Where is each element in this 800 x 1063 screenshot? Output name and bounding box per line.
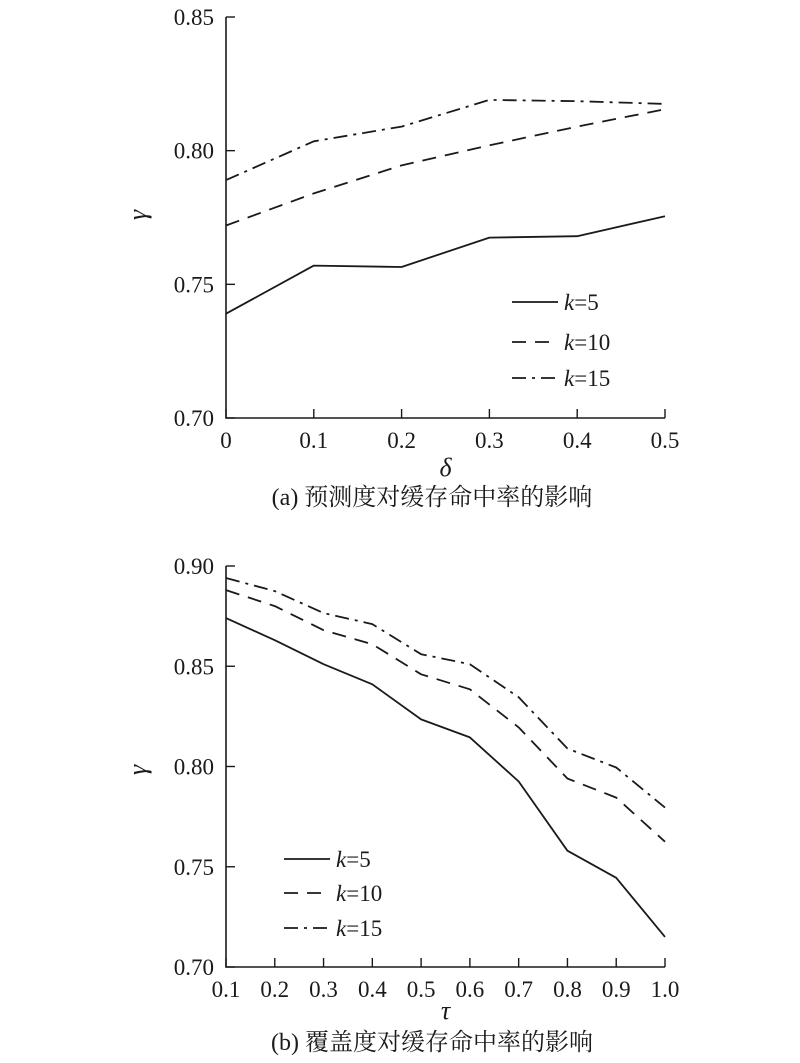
x-tick-label: 0.4 <box>562 428 592 453</box>
x-tick-label: 0.1 <box>299 428 329 453</box>
legend-label: k=5 <box>564 290 599 315</box>
x-tick-label: 0.6 <box>455 977 485 1002</box>
legend-label: k=15 <box>336 916 383 941</box>
x-tick-label: 0.5 <box>650 428 680 453</box>
axes <box>226 566 665 967</box>
axes <box>226 17 665 418</box>
y-tick-label: 0.70 <box>173 955 214 980</box>
y-tick-label: 0.80 <box>173 754 214 780</box>
y-tick-label: 0.70 <box>173 406 214 431</box>
series-line-k15 <box>226 100 665 180</box>
x-axis-label: δ <box>439 453 452 482</box>
y-axis-label: γ <box>123 209 152 221</box>
x-axis-label: τ <box>440 996 451 1025</box>
series-line-k5 <box>226 216 665 314</box>
x-tick-label: 0.8 <box>553 977 582 1002</box>
x-tick-label: 0.1 <box>211 977 241 1002</box>
series-line-k10 <box>226 590 665 842</box>
y-axis-label: γ <box>123 764 152 776</box>
x-tick-label: 0.5 <box>406 977 436 1002</box>
y-tick-label: 0.90 <box>173 554 214 579</box>
x-tick-label: 0 <box>220 428 232 453</box>
x-tick-label: 0.9 <box>601 977 631 1002</box>
x-tick-label: 0.3 <box>475 428 504 453</box>
chart-a <box>123 5 679 511</box>
x-tick-label: 0.2 <box>260 977 290 1002</box>
series-line-k15 <box>226 578 665 808</box>
legend-label: k=10 <box>336 881 383 906</box>
y-tick-label: 0.85 <box>173 5 214 30</box>
series-line-k10 <box>226 109 665 225</box>
series-line-k5 <box>226 618 665 937</box>
legend-label: k=5 <box>336 847 371 872</box>
x-tick-label: 0.4 <box>357 977 387 1002</box>
x-tick-label: 0.3 <box>309 977 338 1002</box>
y-tick-label: 0.85 <box>173 654 214 680</box>
legend <box>512 290 610 391</box>
y-tick-label: 0.80 <box>173 138 214 164</box>
y-tick-label: 0.75 <box>173 854 214 880</box>
x-tick-label: 0.2 <box>387 428 416 453</box>
legend <box>284 847 382 941</box>
x-tick-label: 1.0 <box>650 977 680 1002</box>
chart-b <box>123 554 679 1056</box>
chart-caption: (b) 覆盖度对缓存命中率的影响 <box>271 1030 593 1056</box>
chart-caption: (a) 预测度对缓存命中率的影响 <box>271 485 593 511</box>
legend-label: k=10 <box>564 330 611 355</box>
legend-label: k=15 <box>564 366 611 391</box>
y-tick-label: 0.75 <box>173 272 214 298</box>
x-tick-label: 0.7 <box>504 977 534 1002</box>
